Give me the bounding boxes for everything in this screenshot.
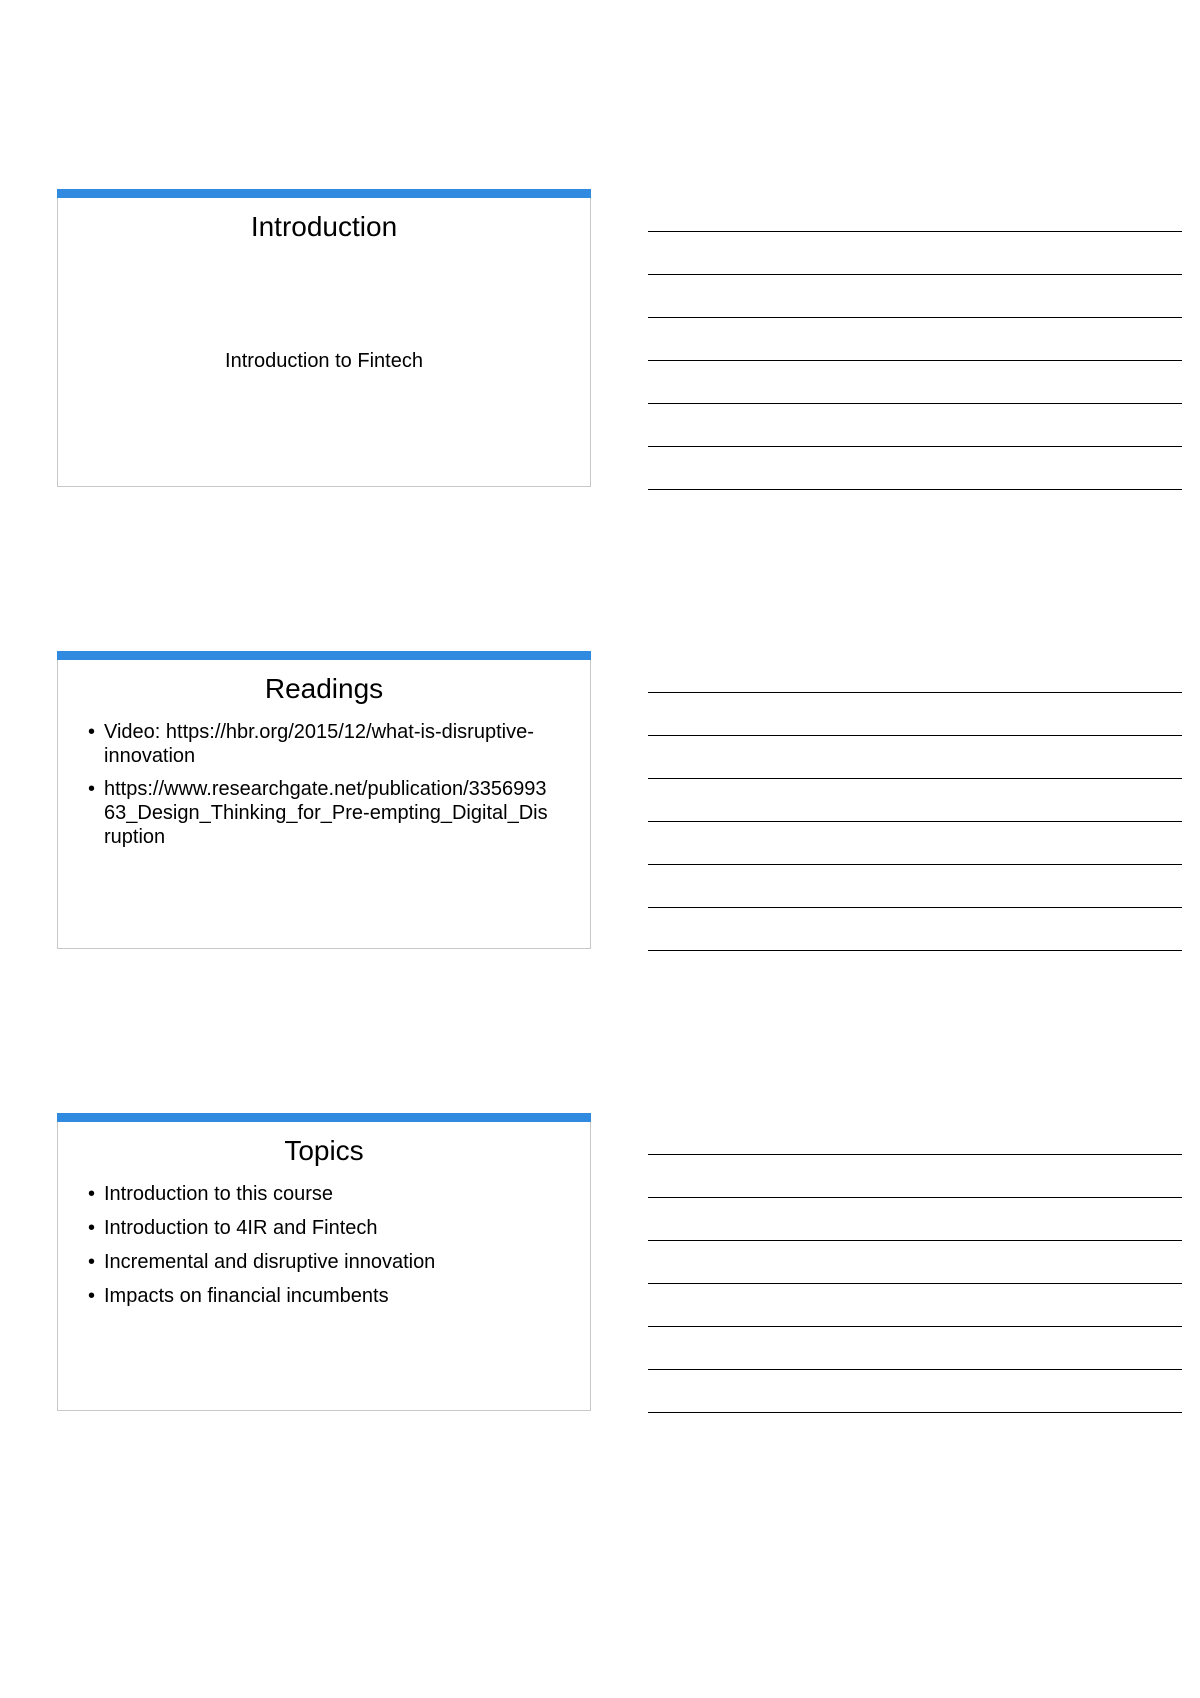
note-line	[648, 778, 1182, 779]
note-line	[648, 360, 1182, 361]
notes-lines	[648, 1154, 1182, 1455]
slide-introduction	[57, 189, 591, 487]
topic-text: Introduction to this course	[104, 1183, 334, 1205]
note-line	[648, 1369, 1182, 1370]
note-line	[648, 317, 1182, 318]
note-line	[648, 907, 1182, 908]
slide-accent-bar	[57, 1113, 591, 1122]
note-line	[648, 489, 1182, 490]
slide-title: Topics	[284, 1135, 364, 1166]
reading-link[interactable]: https://www.researchgate.net/publication/335699363_Design_Thinking_for_Pre-empting_Digital_Disruption	[104, 778, 548, 848]
slide-topics	[57, 1113, 591, 1411]
bullet-icon: •	[88, 721, 96, 743]
note-line	[648, 1240, 1182, 1241]
note-line	[648, 274, 1182, 275]
note-line	[648, 821, 1182, 822]
list-item	[88, 1182, 550, 1206]
topic-text: Incremental and disruptive innovation	[104, 1251, 436, 1273]
note-line	[648, 1283, 1182, 1284]
bullet-icon: •	[88, 1285, 96, 1307]
note-line	[648, 446, 1182, 447]
bullet-list	[88, 720, 550, 858]
slide-title: Introduction	[250, 211, 398, 242]
slide-subtitle: Introduction to Fintech	[225, 350, 423, 372]
note-line	[648, 1412, 1182, 1413]
bullet-icon: •	[88, 1183, 96, 1205]
note-line	[648, 735, 1182, 736]
note-line	[648, 692, 1182, 693]
list-item	[88, 1284, 550, 1308]
slide-accent-bar	[57, 651, 591, 660]
slide-accent-bar	[57, 189, 591, 198]
slide-title: Readings	[264, 673, 384, 704]
notes-lines	[648, 231, 1182, 532]
list-item	[88, 1250, 550, 1274]
slide-readings	[57, 651, 591, 949]
bullet-list	[88, 1182, 550, 1318]
note-line	[648, 950, 1182, 951]
topic-text: Impacts on financial incumbents	[104, 1285, 389, 1307]
bullet-icon: •	[88, 1217, 96, 1239]
list-item	[88, 777, 550, 849]
list-item	[88, 1216, 550, 1240]
note-line	[648, 1154, 1182, 1155]
topic-text: Introduction to 4IR and Fintech	[104, 1217, 378, 1239]
notes-lines	[648, 692, 1182, 993]
note-line	[648, 231, 1182, 232]
bullet-icon: •	[88, 778, 96, 800]
note-line	[648, 1197, 1182, 1198]
list-item	[88, 720, 550, 768]
note-line	[648, 1326, 1182, 1327]
note-line	[648, 403, 1182, 404]
note-line	[648, 864, 1182, 865]
reading-link[interactable]: Video: https://hbr.org/2015/12/what-is-disruptive-innovation	[104, 721, 534, 767]
bullet-icon: •	[88, 1251, 96, 1273]
